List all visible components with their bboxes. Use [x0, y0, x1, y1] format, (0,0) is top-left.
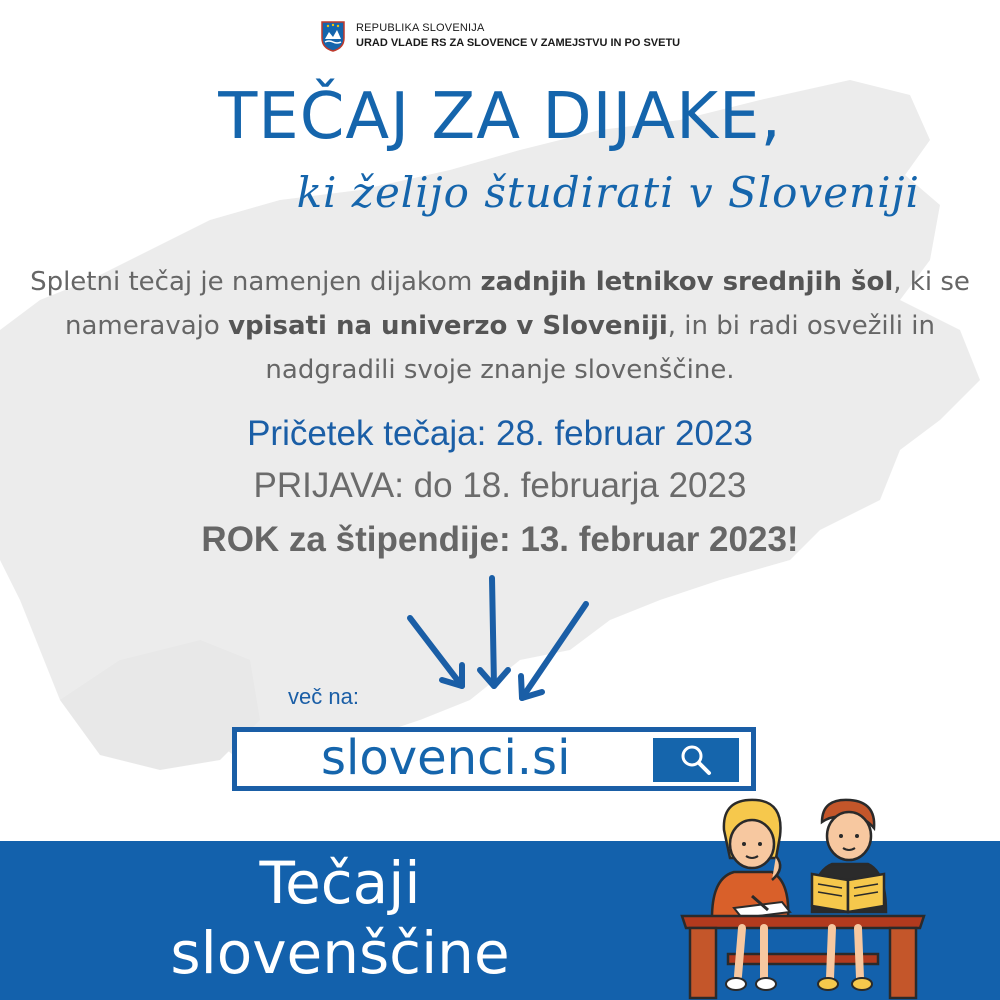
government-office-name — [356, 21, 680, 51]
website-url[interactable]: slovenci.si — [321, 730, 571, 786]
footer-title-line1: Tečaji — [259, 849, 421, 917]
course-start-date: Pričetek tečaja: 28. februar 2023 — [247, 414, 753, 453]
page-title: TEČAJ ZA DIJAKE, — [218, 80, 782, 154]
footer-title-line2: slovenščine — [170, 919, 510, 987]
students-reading-illustration — [672, 788, 934, 1000]
intro-text-3: , in bi radi osvežili in nadgradili svoje znanje slovenščine. — [265, 311, 935, 385]
application-deadline: PRIJAVA: do 18. februarja 2023 — [253, 466, 747, 505]
website-search-box[interactable] — [232, 727, 756, 791]
search-icon — [679, 743, 713, 777]
search-button[interactable] — [653, 738, 739, 782]
intro-text-1: Spletni tečaj je namenjen dijakom — [30, 267, 481, 297]
more-info-label: več na: — [288, 684, 359, 709]
intro-paragraph — [30, 260, 970, 392]
office-name: URAD VLADE RS ZA SLOVENCE V ZAMEJSTVU IN PO SVETU — [356, 37, 681, 49]
footer-title — [100, 848, 580, 988]
intro-text-2: , ki se nameravajo — [64, 267, 970, 341]
intro-bold-2: vpisati na univerzo v Sloveniji — [228, 311, 668, 341]
intro-bold-1: zadnjih letnikov srednjih šol — [480, 267, 894, 297]
page-subtitle: ki želijo študirati v Sloveniji — [296, 168, 920, 217]
republic-name: REPUBLIKA SLOVENIJA — [356, 22, 485, 34]
scholarship-deadline: ROK za štipendije: 13. februar 2023! — [201, 520, 799, 559]
down-arrows-icon — [390, 570, 610, 710]
government-header — [320, 20, 680, 52]
slovenia-coat-of-arms-icon — [320, 20, 346, 52]
